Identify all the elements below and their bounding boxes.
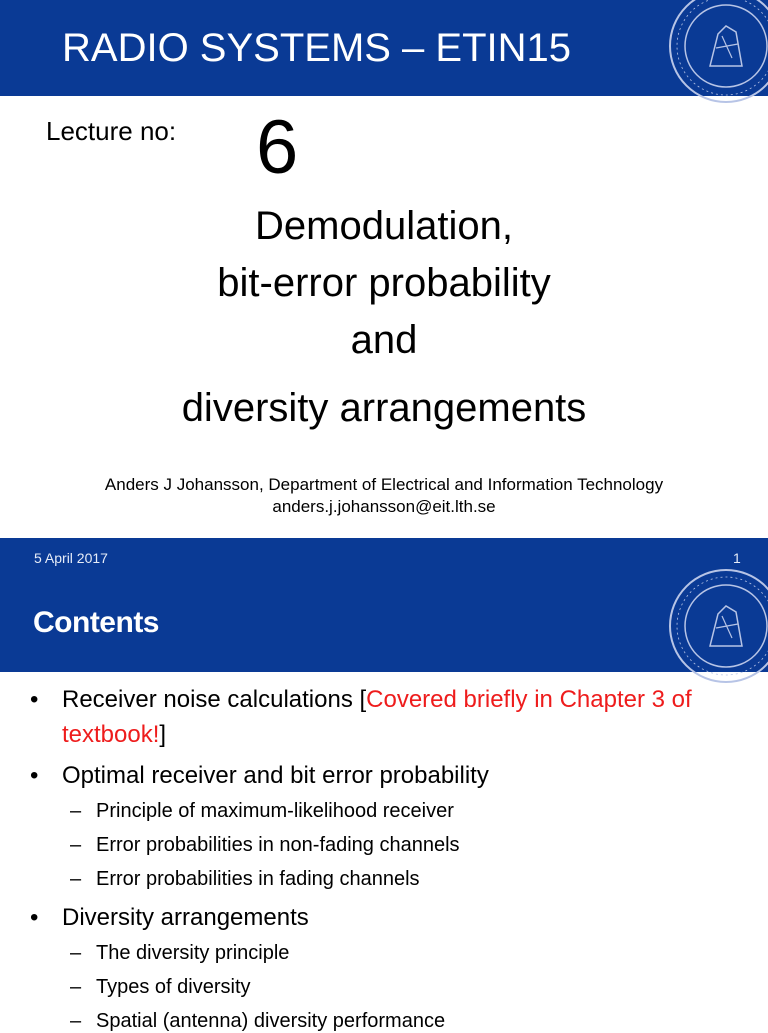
en-dash: –: [70, 976, 82, 998]
author-email: anders.j.johansson@eit.lth.se: [272, 497, 496, 516]
page-number: 1: [733, 550, 741, 566]
list-item: Optimal receiver and bit error probability: [62, 762, 489, 789]
sub-list-item: Principle of maximum-likelihood receiver: [96, 800, 454, 822]
author-info: [0, 474, 768, 518]
sub-list-item: Types of diversity: [96, 976, 251, 998]
en-dash: –: [70, 834, 82, 856]
list-item-continued: textbook!]: [62, 721, 167, 748]
slide-date: 5 April 2017: [34, 550, 108, 566]
en-dash: –: [70, 800, 82, 822]
university-seal-icon: [666, 0, 768, 106]
lecture-title-line: diversity arrangements: [181, 386, 587, 430]
lecture-label: Lecture no:: [46, 116, 177, 146]
en-dash: –: [70, 868, 82, 890]
lecture-title-line: and: [350, 318, 418, 362]
list-item: Receiver noise calculations [Covered briefly in Chapter 3 of: [62, 686, 692, 713]
university-seal-icon: [666, 566, 768, 686]
sub-list-item: Error probabilities in fading channels: [96, 868, 420, 890]
list-item: Diversity arrangements: [62, 904, 309, 931]
author-name: Anders J Johansson, Department of Electrical and Information Technology: [104, 475, 664, 494]
sub-list-item: The diversity principle: [96, 942, 290, 964]
bullet-dot: •: [30, 686, 39, 713]
contents-title: Contents: [33, 606, 159, 639]
en-dash: –: [70, 1010, 82, 1032]
sub-list-item: Error probabilities in non-fading channels: [96, 834, 460, 856]
lecture-title-line: bit-error probability: [217, 261, 551, 305]
sub-list-item: Spatial (antenna) diversity performance: [96, 1010, 446, 1032]
slide-banner: [0, 538, 768, 672]
course-title: RADIO SYSTEMS – ETIN15: [62, 26, 572, 70]
bullet-dot: •: [30, 762, 39, 789]
lecture-title-line: Demodulation,: [255, 204, 513, 248]
lecture-number: 6: [256, 105, 299, 190]
bullet-dot: •: [30, 904, 39, 931]
en-dash: –: [70, 942, 82, 964]
